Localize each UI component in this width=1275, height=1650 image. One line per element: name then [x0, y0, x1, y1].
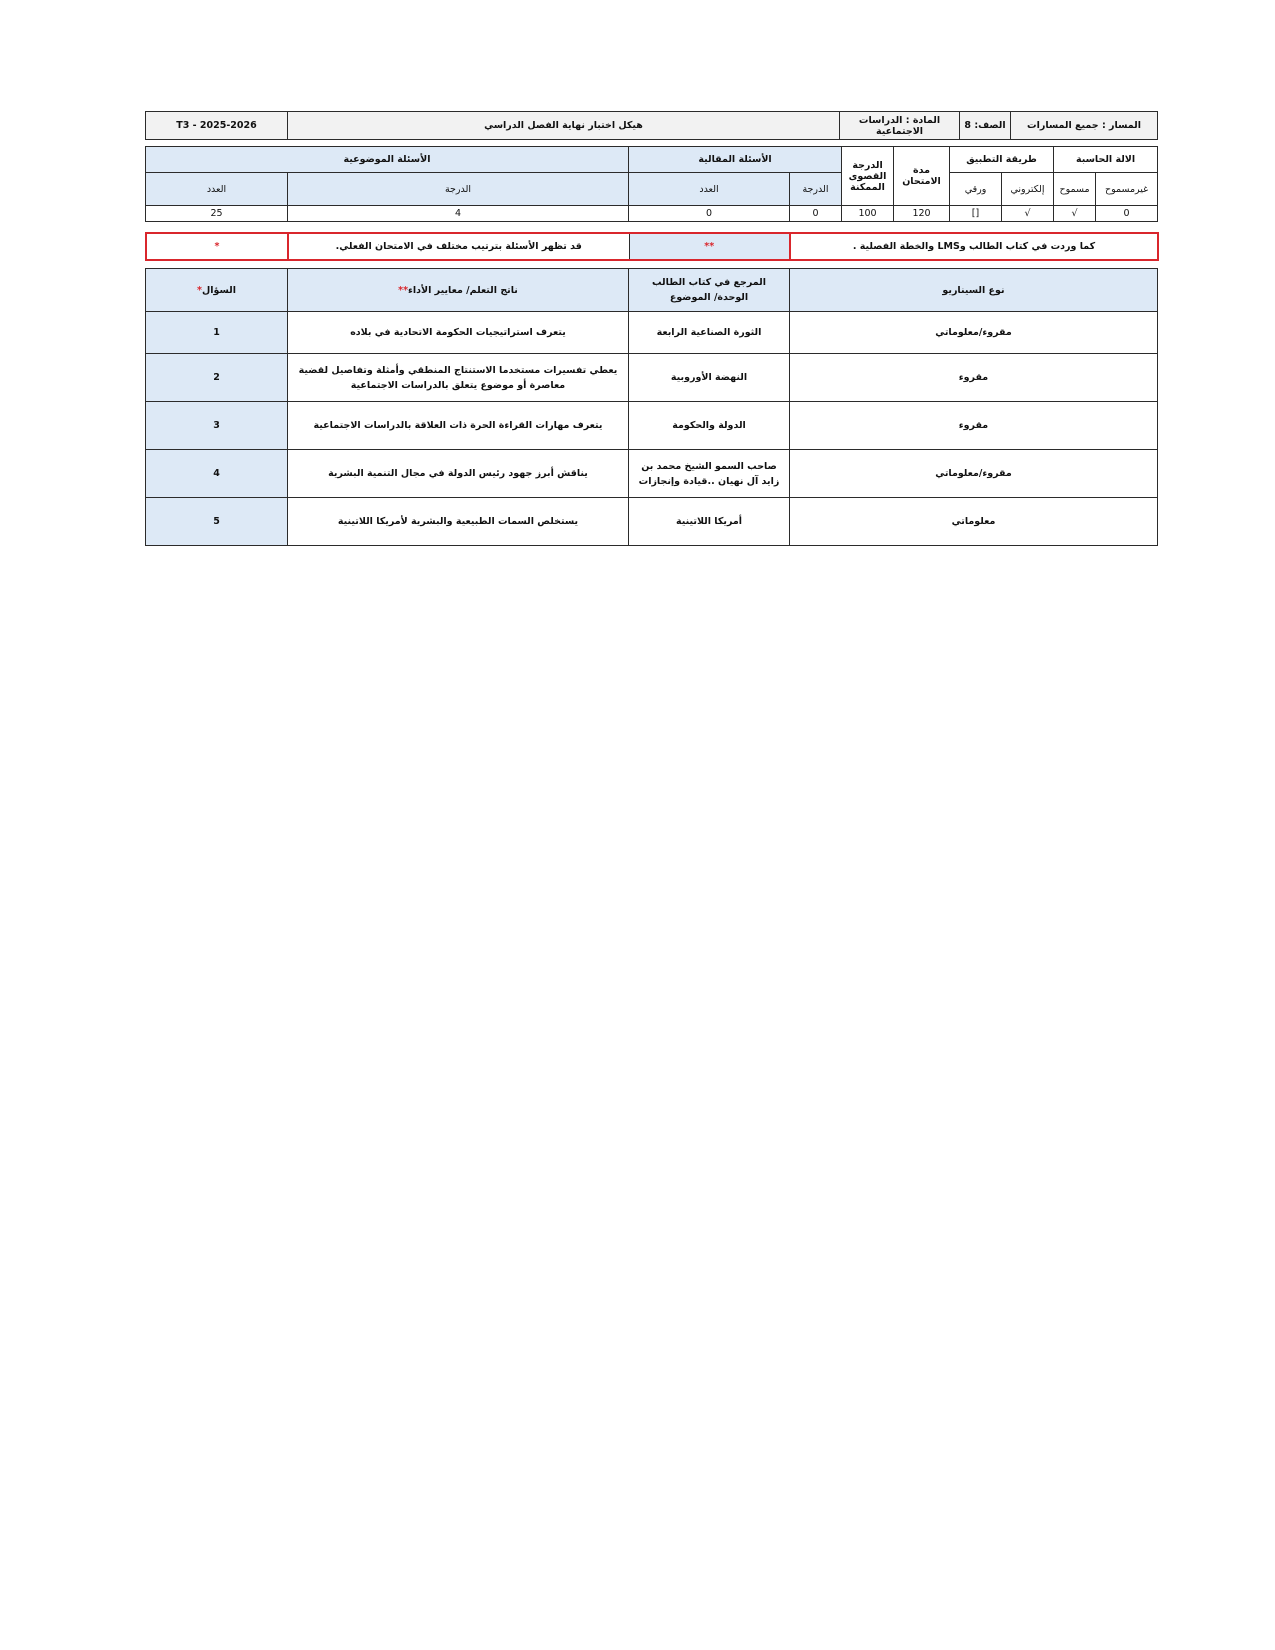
reference-cell: الدولة والحكومة: [629, 402, 790, 450]
table-row: [146, 312, 1158, 354]
essay-count-header: العدد: [629, 173, 790, 206]
grade-value: 8: [964, 120, 971, 131]
questions-table: [145, 268, 1158, 546]
reference-header: [629, 269, 790, 312]
note1-marker: *: [146, 233, 288, 260]
scenario-header: نوع السيناريو: [790, 269, 1158, 312]
method-header: طريقة التطبيق: [950, 147, 1054, 173]
outcome-cell: يتعرف مهارات القراءة الحرة ذات العلاقة بالدراسات الاجتماعية: [288, 402, 629, 450]
question-number: 4: [146, 450, 288, 498]
subject-label: المادة : الدراسات الاجتماعية: [840, 112, 960, 140]
paper-header: ورقي: [950, 173, 1002, 206]
scenario-cell: مقروء: [790, 354, 1158, 402]
duration-header: مدة الامتحان: [894, 147, 950, 206]
outcome-cell: يعطي تفسيرات مستخدما الاستنتاج المنطقي وأمثلة وتفاصيل لقضية معاصرة أو موضوع يتعلق بالدراسات الاجتماعية: [288, 354, 629, 402]
electronic-value: √: [1002, 206, 1054, 222]
essay-score-value: 0: [790, 206, 842, 222]
objective-count-value: 25: [146, 206, 288, 222]
exam-structure-table: [145, 146, 1158, 222]
question-header: [146, 269, 288, 312]
reference-cell: أمريكا اللاتينية: [629, 498, 790, 546]
paper-value: []: [950, 206, 1002, 222]
exam-header-table: [145, 111, 1158, 140]
grade-label: الصف:: [974, 120, 1006, 131]
scenario-cell: معلوماتي: [790, 498, 1158, 546]
reference-cell: صاحب السمو الشيخ محمد بن زايد آل نهيان ..قيادة وإنجازات: [629, 450, 790, 498]
essay-count-value: 0: [629, 206, 790, 222]
calculator-header: الالة الحاسبة: [1054, 147, 1158, 173]
objective-count-header: العدد: [146, 173, 288, 206]
duration-value: 120: [894, 206, 950, 222]
allowed-header: مسموح: [1054, 173, 1096, 206]
note1-text: قد تظهر الأسئلة بترتيب مختلف في الامتحان الفعلي.: [288, 233, 629, 260]
essay-score-header: الدرجة: [790, 173, 842, 206]
notes-table: [145, 232, 1159, 261]
question-header-label: السؤال: [202, 284, 236, 296]
objective-score-header: الدرجة: [288, 173, 629, 206]
question-number: 3: [146, 402, 288, 450]
reference-header-line2: الوحدة/ الموضوع: [669, 292, 749, 303]
max-score-value: 100: [842, 206, 894, 222]
essay-questions-header: الأسئلة المقالية: [629, 147, 842, 173]
allowed-value: √: [1054, 206, 1096, 222]
track-label: المسار : جميع المسارات: [1011, 112, 1158, 140]
exam-title: هيكل اختبار نهاية الفصل الدراسي: [288, 112, 840, 140]
table-row: [146, 354, 1158, 402]
outcome-header: [288, 269, 629, 312]
question-number: 1: [146, 312, 288, 354]
outcome-cell: يناقش أبرز جهود رئيس الدولة في مجال التنمية البشرية: [288, 450, 629, 498]
grade-cell: [960, 112, 1011, 140]
table-row: [146, 450, 1158, 498]
reference-cell: النهضة الأوروبية: [629, 354, 790, 402]
not-allowed-header: غيرمسموح: [1096, 173, 1158, 206]
table-row: [146, 402, 1158, 450]
outcome-cell: يتعرف استراتيجيات الحكومة الاتحادية في بلاده: [288, 312, 629, 354]
scenario-cell: مقروء/معلوماتي: [790, 450, 1158, 498]
table-row: [146, 498, 1158, 546]
reference-cell: الثورة الصناعية الرابعة: [629, 312, 790, 354]
objective-score-value: 4: [288, 206, 629, 222]
scenario-cell: مقروء/معلوماتي: [790, 312, 1158, 354]
electronic-header: إلكتروني: [1002, 173, 1054, 206]
question-number: 2: [146, 354, 288, 402]
scenario-cell: مقروء: [790, 402, 1158, 450]
note2-marker: **: [629, 233, 790, 260]
outcome-cell: يستخلص السمات الطبيعية والبشرية لأمريكا اللاتينية: [288, 498, 629, 546]
not-allowed-value: 0: [1096, 206, 1158, 222]
outcome-header-label: ناتج التعلم/ معايير الأداء: [408, 284, 518, 296]
note2-text: كما وردت في كتاب الطالب وLMS والخطة الفصلية .: [790, 233, 1158, 260]
question-header-star: *: [197, 284, 202, 296]
term-label: T3 - 2025-2026: [146, 112, 288, 140]
outcome-header-star: **: [398, 284, 409, 296]
question-number: 5: [146, 498, 288, 546]
objective-questions-header: الأسئلة الموضوعية: [146, 147, 629, 173]
max-score-header: الدرجة القصوى الممكنة: [842, 147, 894, 206]
reference-header-line1: المرجع في كتاب الطالب: [652, 277, 766, 288]
